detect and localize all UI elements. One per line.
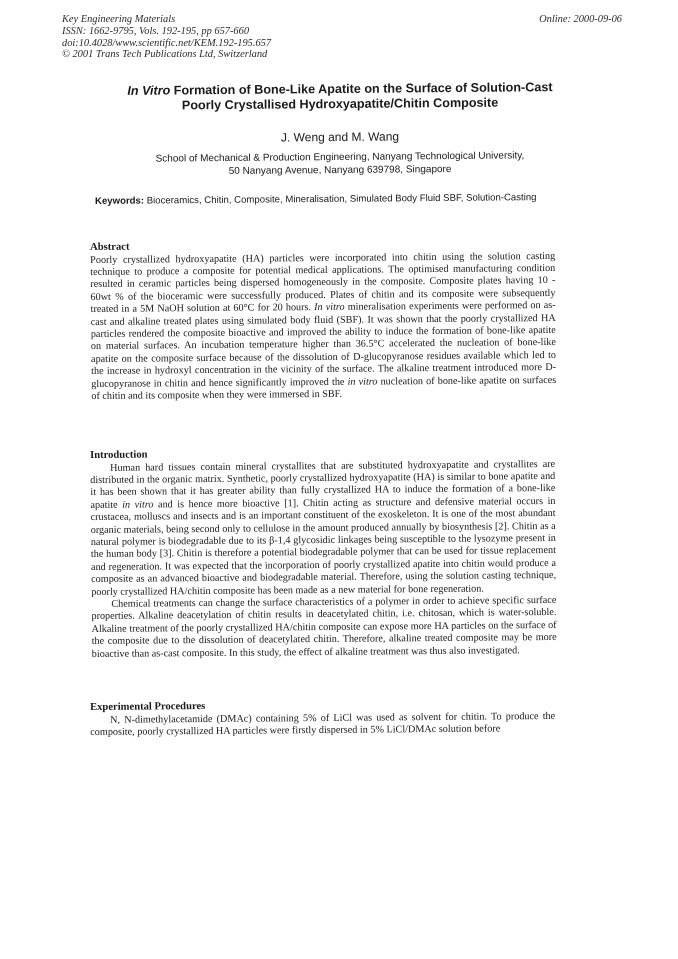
doi-line: doi:10.4028/www.scientific.net/KEM.192-195.657 — [62, 37, 272, 49]
abstract-part1: Poorly crystallized hydroxyapatite (HA) particles were incorporated into chitin using the solution casting technique to produce a composite for potential medical applications. The optimised manufacturing condition resulted in ceramic particles being dispersed homogeneously in the composite. Composite plates having 10 - 60wt % of the bioceramic were successfully produced. Plates of chitin and its composite were subsequently treated in a 5M NaOH solution at 60°C for 20 hours. — [90, 250, 556, 316]
title-italic: In Vitro — [127, 83, 171, 98]
introduction-section — [90, 446, 557, 661]
keywords-text: Bioceramics, Chitin, Composite, Mineralisation, Simulated Body Fluid SBF, Solution-Casting — [143, 192, 537, 207]
journal-header — [62, 14, 622, 61]
intro-p1-italic: in vitro — [122, 499, 154, 511]
abstract-italic2: in vitro — [347, 376, 378, 388]
affiliation-line1: School of Mechanical & Production Engineering, Nanyang Technological University, — [155, 150, 525, 165]
introduction-paragraph-2: Chemical treatments can change the surface characteristics of a polymer in order to achieve specific surface properties. Alkaline deacetylation of chitin results in deacetylated chitin, i.e. chitosan, which is water-soluble. Alkaline treatment of the poorly crystallized HA/chitin composite can expose more HA particles on the surface of the composite due to the dissolution of deacetylated chitin. Therefore, alkaline treated composite may be more bioactive than as-cast composite. In this study, the effect of alkaline treatment was thus also investigated. — [91, 594, 557, 660]
paper-title — [70, 80, 610, 115]
affiliation — [70, 150, 610, 180]
online-date: Online: 2000-09-06 — [539, 14, 622, 25]
affiliation-line2: 50 Nanyang Avenue, Nanyang 639798, Singapore — [228, 163, 452, 177]
authors: J. Weng and M. Wang — [280, 129, 400, 145]
abstract-part2: mineralisation experiments were performed on as-cast and alkaline treated plates using simulated body fluid (SBF). It was shown that the poorly crystallized HA particles rendered the composite bioactive and improved the ability to induce the formation of bone-like apatite on material surfaces. An incubation temperature higher than 36.5°C accelerated the nucleation of bone-like apatite on the composite surface because of the dissolution of D-glucopyranose residues available which led to the increase in hydroxyl concentration in the vicinity of the surface. The alkaline treatment introduced more D-glucopyranose in chitin and hence significantly improved the — [90, 300, 557, 390]
abstract-part3: nucleation of bone-like apatite on surfaces of chitin and its composite when they were immersed in SBF. — [91, 374, 557, 403]
keywords-label: Keywords: — [94, 195, 145, 207]
keywords — [95, 192, 545, 208]
issn-line: ISSN: 1662-9795, Vols. 192-195, pp 657-660 — [62, 25, 250, 37]
abstract-heading: Abstract — [90, 241, 130, 253]
abstract-text — [90, 251, 556, 404]
experimental-heading: Experimental Procedures — [90, 700, 206, 713]
intro-p1-b: and is hence more bioactive [1]. Chitin acting as structure and defensive material occurs in crustacea, molluscs and insects and is an important constituent of the exoskeleton. It is one of the most abundant organic materials, being second only to cellulose in the amount produced annually by biosynthesis [2]. Chitin as a natural polymer is biodegradable due to its β-1,4 glycosidic linkages being susceptible to the lysozyme present in the human body [3]. Chitin is therefore a potential biodegradable polymer that can be used for tissue replacement and regeneration. It was expected that the incorporation of poorly crystallized apatite into chitin would produce a composite as an advanced bioactive and biodegradable material. Therefore, using the solution casting technique, poorly crystallized HA/chitin composite has been made as a new material for bone regeneration. — [90, 495, 557, 598]
title-line2: Poorly Crystallised Hydroxyapatite/Chitin Composite — [181, 95, 499, 113]
abstract-section — [90, 238, 556, 404]
title-line1: Formation of Bone-Like Apatite on the Surface of Solution-Cast — [170, 80, 553, 98]
experimental-paragraph-1: N, N-dimethylacetamide (DMAc) containing 5% of LiCl was used as solvent for chitin. To produce the composite, poorly crystallized HA particles were firstly dispersed in 5% LiCl/DMAc solution before — [90, 710, 556, 738]
copyright-line: © 2001 Trans Tech Publications Ltd, Switzerland — [62, 49, 268, 61]
intro-p1-a: Human hard tissues contain mineral crystallites that are substituted hydroxyapatite and crystallites are distributed in the organic matrix. Synthetic, poorly crystallized hydroxyapatite (HA) is similar to bone apatite and it has been shown that it has greater ability than fully crystallized HA to induce the formation of a bone-like apatite — [90, 458, 556, 511]
introduction-heading: Introduction — [90, 449, 148, 461]
journal-name: Key Engineering Materials — [62, 14, 176, 25]
abstract-italic1: In vitro — [314, 301, 345, 314]
introduction-paragraph-1 — [90, 459, 556, 600]
experimental-section — [90, 698, 555, 739]
